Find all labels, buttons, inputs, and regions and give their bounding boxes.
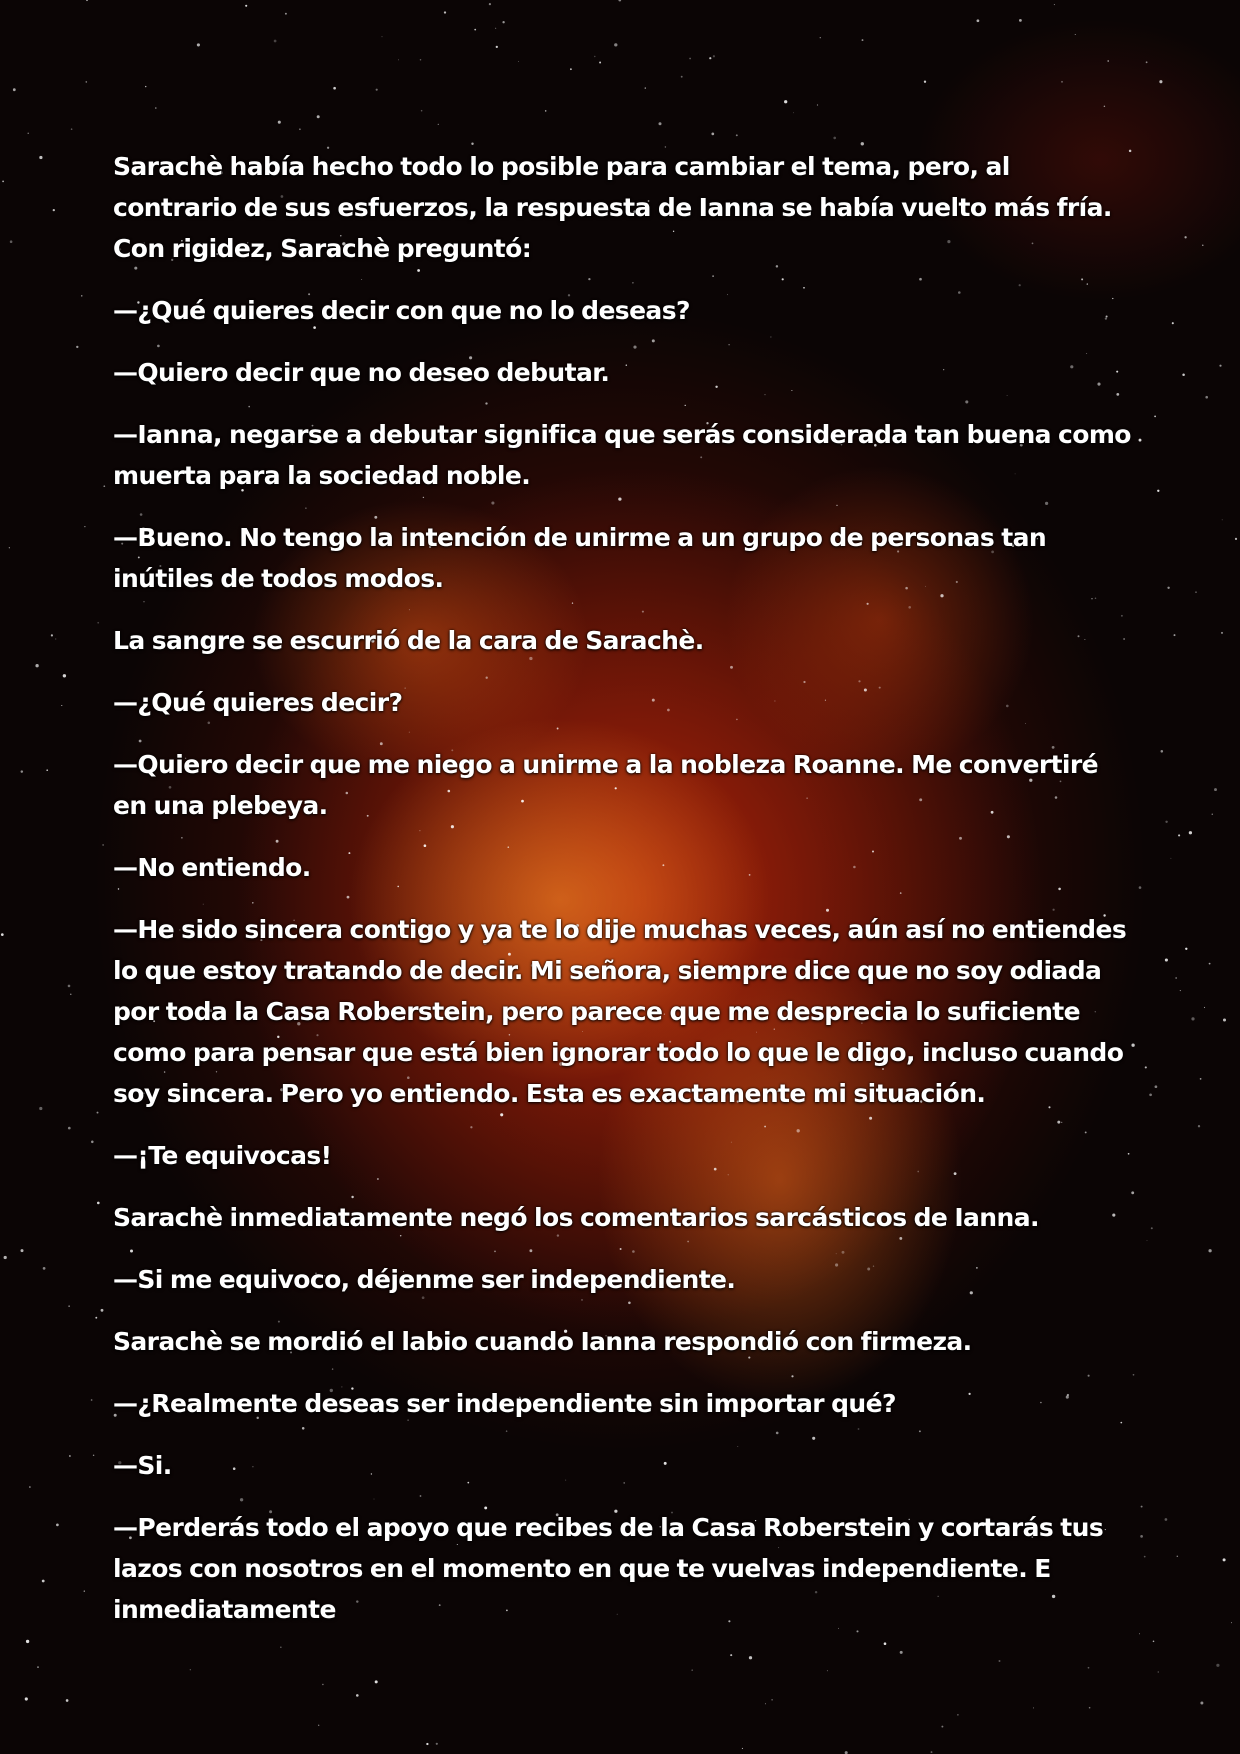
star (21, 770, 23, 772)
star (1154, 416, 1156, 418)
star (1223, 1558, 1226, 1561)
star (81, 295, 82, 296)
star (1175, 977, 1176, 978)
star (356, 1694, 359, 1697)
star (730, 1654, 732, 1656)
star (69, 1455, 71, 1457)
star (1221, 632, 1223, 634)
star (1177, 1556, 1178, 1557)
star (436, 1743, 438, 1745)
star (599, 62, 601, 64)
star (444, 11, 446, 13)
star (46, 769, 48, 771)
paragraph: Sarachè se mordió el labio cuando Ianna respondió con firmeza. (113, 1327, 972, 1356)
star (924, 81, 926, 83)
star (1231, 1622, 1232, 1623)
star (35, 664, 38, 667)
star (1182, 374, 1185, 377)
star (957, 1714, 958, 1715)
star (1157, 490, 1159, 492)
star (502, 21, 504, 23)
star (1145, 1066, 1147, 1068)
star (333, 87, 336, 90)
star (95, 1317, 97, 1319)
star (765, 1703, 766, 1704)
star (1158, 1672, 1159, 1673)
star (1184, 236, 1186, 238)
star (155, 107, 157, 109)
star (1139, 1633, 1140, 1634)
star (245, 5, 247, 7)
star (71, 128, 73, 130)
star (1214, 788, 1217, 791)
star (1147, 1240, 1148, 1241)
star (63, 674, 66, 677)
star (689, 58, 691, 60)
star (931, 1751, 933, 1753)
star (1165, 1518, 1168, 1521)
star (736, 134, 738, 136)
star (861, 142, 864, 145)
paragraph: —Quiero decir que me niego a unirme a la nobleza Roanne. Me convertiré en una plebeya. (113, 750, 1098, 820)
star (26, 1640, 29, 1643)
star (1205, 396, 1208, 399)
star (1, 933, 4, 936)
star (496, 46, 498, 48)
star (862, 39, 864, 41)
star (274, 40, 277, 43)
star (1167, 587, 1169, 589)
paragraph: —Quiero decir que no deseo debutar. (113, 358, 610, 387)
star (1141, 1506, 1143, 1508)
star (318, 1725, 319, 1726)
star (42, 1580, 45, 1583)
star (1159, 80, 1162, 83)
star (317, 115, 320, 118)
paragraph: —Si me equivoco, déjenme ser independiente. (113, 1265, 736, 1294)
star (438, 124, 439, 125)
star (1033, 1707, 1034, 1708)
paragraph: La sangre se escurrió de la cara de Sarachè. (113, 626, 704, 655)
star (101, 1309, 104, 1312)
star (1140, 1535, 1143, 1538)
star (145, 86, 146, 87)
star (1104, 106, 1105, 107)
paragraph: —¡Te equivocas! (113, 1141, 332, 1170)
star (9, 547, 10, 548)
star (2, 180, 4, 182)
star (1054, 4, 1055, 5)
star (784, 100, 787, 103)
star (495, 28, 496, 29)
star (1172, 322, 1174, 324)
star (1209, 963, 1211, 965)
star (68, 1305, 69, 1306)
star (1208, 1249, 1211, 1252)
star (1178, 834, 1180, 836)
star (999, 1660, 1001, 1662)
star (1151, 1227, 1153, 1229)
star (1155, 1085, 1158, 1088)
star (1200, 1702, 1203, 1705)
star (421, 110, 423, 112)
paragraph: —Perderás todo el apoyo que recibes de la Casa Roberstein y cortarás tus lazos con nosotros en el momento en que te vuelvas independiente. E inmediatamente (113, 1513, 1104, 1624)
paragraph: —Ianna, negarse a debutar significa que serás considerada tan buena como muerta para la sociedad noble. (113, 420, 1131, 490)
star (278, 121, 281, 124)
star (43, 1267, 46, 1270)
paragraph: Sarachè inmediatamente negó los comentarios sarcásticos de Ianna. (113, 1203, 1039, 1232)
star (51, 634, 53, 636)
star (1107, 60, 1109, 62)
star (1223, 1018, 1226, 1021)
star (742, 1748, 743, 1749)
star (711, 133, 714, 136)
star (1200, 1078, 1202, 1080)
star (1235, 538, 1237, 540)
star (1019, 19, 1022, 22)
star (474, 29, 476, 31)
star (322, 1684, 323, 1685)
star (61, 705, 62, 706)
star (645, 87, 646, 88)
star (614, 43, 617, 46)
star (28, 133, 29, 134)
star (285, 13, 287, 15)
star (4, 1256, 7, 1259)
star (66, 1699, 69, 1702)
star (375, 1680, 378, 1683)
star (1191, 1017, 1194, 1020)
star (1202, 245, 1203, 246)
star (545, 110, 547, 112)
star (197, 43, 200, 46)
star (709, 57, 711, 59)
star (426, 1743, 428, 1745)
star (68, 1127, 71, 1130)
star (55, 638, 56, 639)
star (1222, 519, 1223, 520)
paragraph: —No entiendo. (113, 853, 311, 882)
star (76, 346, 78, 348)
star (618, 0, 621, 1)
star (1216, 1664, 1219, 1667)
star (1075, 34, 1076, 35)
star (97, 622, 99, 624)
star (1219, 365, 1221, 367)
paragraph: —¿Realmente deseas ser independiente sin importar qué? (113, 1389, 896, 1418)
star (299, 128, 301, 130)
star (25, 1697, 28, 1700)
star (471, 143, 473, 145)
star (1170, 858, 1171, 859)
star (84, 526, 85, 527)
star (518, 61, 519, 62)
star (84, 1590, 85, 1591)
paragraph: —Si. (113, 1451, 172, 1480)
star (10, 240, 13, 243)
document-body (113, 146, 1133, 1651)
star (1153, 1641, 1155, 1643)
paragraph: —He sido sincera contigo y ya te lo dije muchas veces, aún así no entiendes lo que estoy tratando de decir. Mi señora, siempre dice que no soy odiada por toda la Casa Roberstein, pero parece que me desprecia lo suficiente como para pensar que está bien ignorar todo lo que le digo, incluso cuando soy sincera. Pero yo entiendo. Esta es exactamente mi situación. (113, 915, 1127, 1108)
star (1161, 750, 1164, 753)
star (85, 81, 87, 83)
star (1146, 61, 1148, 63)
star (977, 19, 980, 22)
star (793, 112, 794, 113)
star (53, 209, 55, 211)
star (190, 1669, 191, 1670)
star (1165, 958, 1168, 961)
star (382, 36, 383, 37)
star (771, 1699, 773, 1701)
star (817, 104, 818, 105)
star (86, 0, 88, 1)
star (39, 1107, 42, 1110)
star (1144, 1556, 1146, 1558)
star (102, 844, 103, 845)
star (594, 56, 595, 57)
star (1061, 81, 1063, 83)
star (29, 1486, 31, 1488)
star (1088, 1667, 1090, 1669)
star (68, 985, 71, 988)
star (749, 1656, 752, 1659)
star (833, 137, 836, 140)
star (1212, 814, 1213, 815)
star (1139, 886, 1142, 889)
star (713, 55, 715, 57)
star (1139, 439, 1142, 442)
star (1189, 831, 1192, 834)
star (1149, 1093, 1152, 1096)
star (900, 1651, 903, 1654)
star (659, 122, 662, 125)
star (97, 1112, 99, 1114)
star (1198, 1125, 1200, 1127)
star (91, 1399, 93, 1401)
star (70, 994, 71, 995)
star (1195, 591, 1196, 592)
paragraph: Sarachè había hecho todo lo posible para cambiar el tema, pero, al contrario de sus esfuerzos, la respuesta de Ianna se había vuelto más fría. Con rigidez, Sarachè preguntó: (113, 152, 1112, 263)
star (1185, 948, 1187, 950)
paragraph: —¿Qué quieres decir con que no lo deseas? (113, 296, 690, 325)
star (941, 1726, 943, 1728)
star (56, 1524, 59, 1527)
star (1174, 634, 1176, 636)
star (13, 88, 16, 91)
star (1180, 990, 1181, 991)
star (376, 89, 378, 91)
star (820, 37, 821, 38)
star (1165, 821, 1167, 823)
star (691, 1669, 693, 1671)
star (21, 1249, 24, 1252)
paragraph: —¿Qué quieres decir? (113, 688, 403, 717)
star (420, 59, 422, 61)
star (91, 1141, 94, 1144)
star (103, 485, 105, 487)
star (681, 76, 683, 78)
star (1204, 1007, 1205, 1008)
star (97, 1202, 100, 1205)
star (39, 156, 42, 159)
star (93, 1455, 94, 1456)
star (827, 1670, 828, 1671)
star (570, 68, 572, 70)
star (37, 1666, 38, 1667)
paragraph: —Bueno. No tengo la intención de unirme a un grupo de personas tan inútiles de todos modos. (113, 523, 1047, 593)
star (398, 59, 399, 60)
star (489, 3, 491, 5)
star (1089, 1707, 1091, 1709)
